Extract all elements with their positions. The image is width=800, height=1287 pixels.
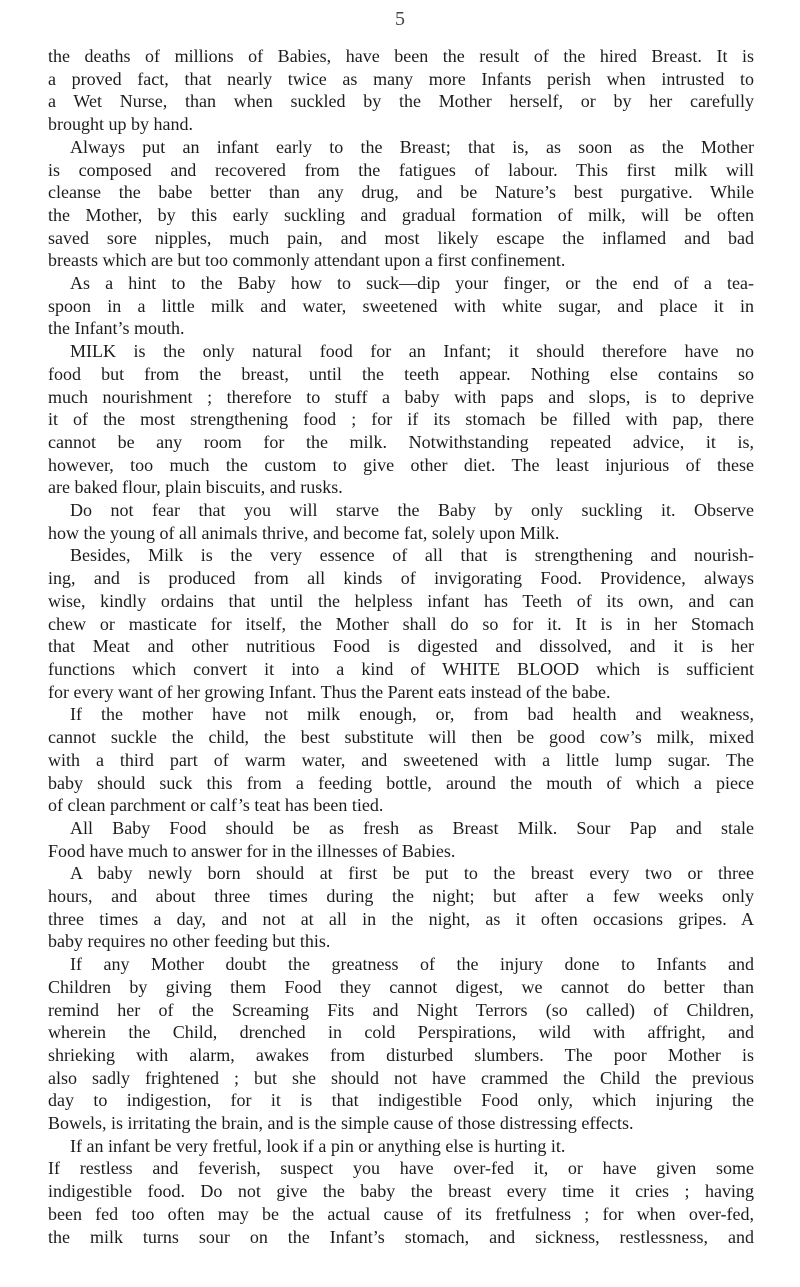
text-line: wherein the Child, drenched in cold Perspirations, wild with affright, and [48, 1022, 754, 1043]
text-line: shrieking with alarm, awakes from disturbed slumbers. The poor Mother is [48, 1044, 754, 1065]
text-line: remind her of the Screaming Fits and Night Terrors (so called) of Children, [48, 999, 754, 1020]
text-line: a Wet Nurse, than when suckled by the Mother herself, or by her carefully [48, 91, 754, 112]
text-line: however, too much the custom to give other diet. The least injurious of these [48, 454, 754, 475]
text-line: A baby newly born should at first be put to the breast every two or three [70, 863, 754, 884]
text-line: Always put an infant early to the Breast; that is, as soon as the Mother [70, 136, 754, 157]
text-line: All Baby Food should be as fresh as Breast Milk. Sour Pap and stale [70, 817, 754, 838]
text-line: Besides, Milk is the very essence of all that is strengthening and nourish- [70, 545, 754, 566]
text-line: the deaths of millions of Babies, have been the result of the hired Breast. It is [48, 46, 754, 66]
text-line: Children by giving them Food they cannot digest, we cannot do better than [48, 976, 754, 997]
text-line: As a hint to the Baby how to suck—dip your finger, or the end of a tea- [70, 273, 754, 294]
text-line: three times a day, and not at all in the night, as it often occasions gripes. A [48, 908, 754, 929]
text-line: baby should suck this from a feeding bottle, around the mouth of which a piece [48, 772, 754, 793]
text-line: hours, and about three times during the night; but after a few weeks only [48, 886, 754, 907]
text-line: ing, and is produced from all kinds of invigorating Food. Providence, always [48, 568, 754, 589]
text-line: the milk turns sour on the Infant’s stomach, and sickness, restlessness, and [48, 1226, 754, 1247]
text-line: much nourishment ; therefore to stuff a baby with paps and slops, is to deprive [48, 386, 754, 407]
text-line: also sadly frightened ; but she should not have crammed the Child the previous [48, 1067, 754, 1088]
body-text [48, 45, 754, 1248]
text-line: how the young of all animals thrive, and become fat, solely upon Milk. [48, 522, 560, 543]
text-line: cannot suckle the child, the best substitute will then be good cow’s milk, mixed [48, 727, 754, 748]
text-line: saved sore nipples, much pain, and most likely escape the inflamed and bad [48, 227, 754, 248]
text-line: a proved fact, that nearly twice as many more Infants perish when intrusted to [48, 68, 754, 89]
text-line: chew or masticate for itself, the Mother shall do so for it. It is in her Stomach [48, 613, 754, 634]
page-number: 5 [395, 8, 405, 30]
text-line: brought up by hand. [48, 114, 193, 135]
text-line: cannot be any room for the milk. Notwithstanding repeated advice, it is, [48, 431, 754, 452]
text-line: it of the most strengthening food ; for if its stomach be filled with pap, there [48, 409, 754, 430]
text-line: If restless and feverish, suspect you have over-fed it, or have given some [48, 1158, 754, 1179]
text-line: day to indigestion, for it is that indigestible Food only, which injuring the [48, 1090, 754, 1111]
text-line: is composed and recovered from the fatigues of labour. This first milk will [48, 159, 754, 180]
text-line: the Mother, by this early suckling and gradual formation of milk, will be often [48, 204, 754, 225]
text-line: If the mother have not milk enough, or, from bad health and weakness, [70, 704, 754, 725]
text-line: If an infant be very fretful, look if a pin or anything else is hurting it. [70, 1135, 566, 1156]
text-line: If any Mother doubt the greatness of the injury done to Infants and [70, 954, 754, 975]
text-line: with a third part of warm water, and sweetened with a little lump sugar. The [48, 749, 754, 770]
text-line: indigestible food. Do not give the baby the breast every time it cries ; having [48, 1181, 754, 1202]
text-line: wise, kindly ordains that until the helpless infant has Teeth of its own, and can [48, 590, 754, 611]
text-line: Do not fear that you will starve the Baby by only suckling it. Observe [70, 500, 754, 521]
text-line: cleanse the babe better than any drug, and be Nature’s best purgative. While [48, 182, 754, 203]
text-line: breasts which are but too commonly attendant upon a first confinement. [48, 250, 566, 271]
text-line: baby requires no other feeding but this. [48, 931, 331, 952]
text-line: spoon in a little milk and water, sweetened with white sugar, and place it in [48, 295, 754, 316]
text-line: for every want of her growing Infant. Thus the Parent eats instead of the babe. [48, 681, 611, 702]
text-line: functions which convert it into a kind of WHITE BLOOD which is sufficient [48, 658, 754, 679]
text-line: food but from the breast, until the teeth appear. Nothing else contains so [48, 363, 754, 384]
text-line: been fed too often may be the actual cause of its fretfulness ; for when over-fed, [48, 1203, 754, 1224]
text-line: MILK is the only natural food for an Infant; it should therefore have no [70, 341, 754, 362]
text-line: are baked flour, plain biscuits, and rusks. [48, 477, 343, 498]
text-line: that Meat and other nutritious Food is digested and dissolved, and it is her [48, 636, 754, 657]
text-line: the Infant’s mouth. [48, 318, 185, 339]
text-line: Food have much to answer for in the illnesses of Babies. [48, 840, 456, 861]
text-line: of clean parchment or calf’s teat has been tied. [48, 795, 384, 816]
text-line: Bowels, is irritating the brain, and is the simple cause of those distressing effects. [48, 1113, 634, 1134]
